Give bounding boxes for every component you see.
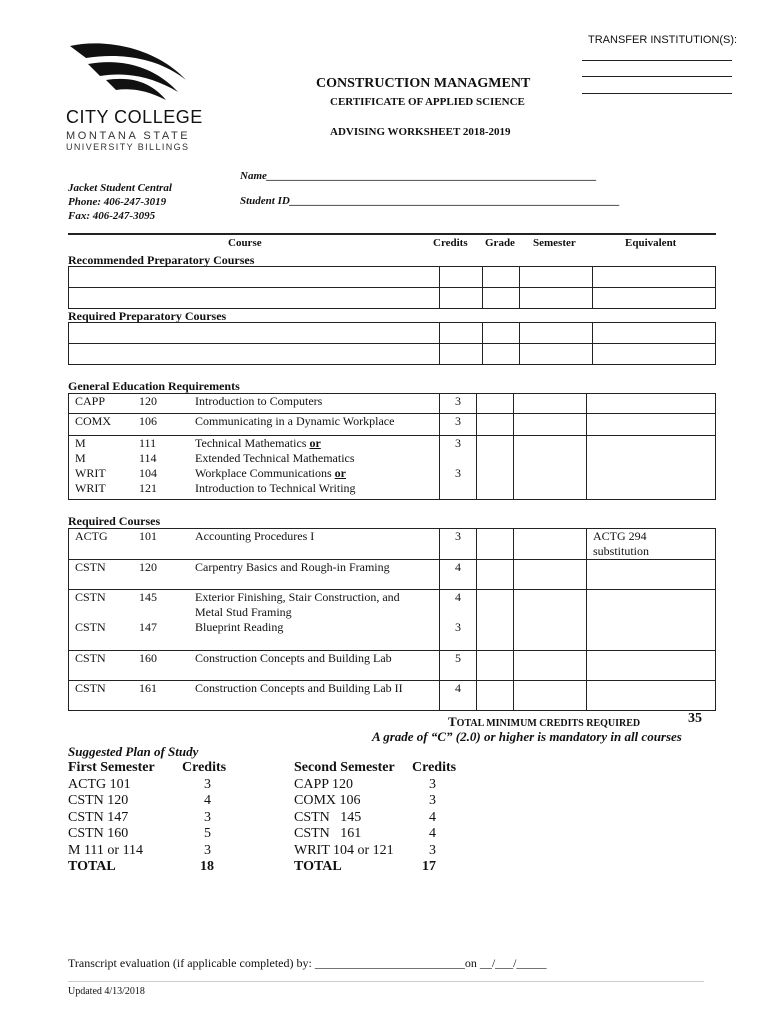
course-number: 147: [139, 620, 157, 634]
transfer-line-3[interactable]: [582, 93, 732, 94]
header-rule: [68, 233, 716, 235]
worksheet-title: ADVISING WORKSHEET 2018-2019: [330, 126, 511, 138]
plan-course: WRIT 104 or 121: [294, 842, 394, 858]
grade-cell[interactable]: [477, 560, 514, 590]
plan-row: [294, 826, 474, 843]
plan-row: [68, 826, 248, 843]
plan-course: CSTN 145: [294, 809, 362, 825]
plan-course: COMX 106: [294, 793, 361, 808]
course-title: Introduction to Computers: [195, 394, 323, 408]
equivalent-cell[interactable]: [587, 394, 716, 414]
plan-course: CSTN 120: [68, 793, 129, 808]
plan-course: CAPP 120: [294, 776, 354, 792]
plan-credits: 3: [204, 809, 211, 825]
total-label: OTAL MINIMUM CREDITS REQUIRED: [456, 718, 641, 729]
page-subtitle: CERTIFICATE OF APPLIED SCIENCE: [330, 96, 525, 108]
plan-credits: 3: [429, 842, 436, 858]
plan-row: [68, 810, 248, 827]
section-recommended-prep: Recommended Preparatory Courses: [68, 253, 255, 267]
equivalent-cell[interactable]: [587, 590, 716, 651]
transcript-evaluation[interactable]: Transcript evaluation (if applicable completed) by: _________________________on __/___/_____: [68, 956, 547, 970]
table-row[interactable]: [69, 323, 716, 344]
plan-credits: 3: [204, 842, 211, 858]
col-equivalent: Equivalent: [625, 237, 677, 249]
student-id-blank: ____________________________________________________________: [289, 195, 620, 207]
plan-course: M 111 or 114: [68, 842, 144, 858]
plan-total: 18: [200, 859, 214, 874]
table-row[interactable]: [69, 288, 716, 309]
equivalent-cell[interactable]: [587, 681, 716, 711]
plan-title: Suggested Plan of Study: [68, 744, 199, 759]
plan-credits: 4: [429, 809, 436, 825]
course-number: 160: [139, 651, 157, 665]
course-title: Workplace Communications: [195, 466, 335, 480]
course-title: Construction Concepts and Building Lab II: [195, 681, 403, 695]
course-number: 101: [139, 529, 157, 543]
course-credits: 3: [455, 436, 461, 450]
required-courses-table: [68, 528, 716, 711]
course-title: [195, 590, 400, 620]
section-required-prep: Required Preparatory Courses: [68, 309, 227, 323]
first-semester-header: First Semester: [68, 760, 155, 775]
transfer-label: TRANSFER INSTITUTION(S):: [588, 34, 738, 46]
student-id-field[interactable]: [240, 195, 620, 207]
plan-total-row: [294, 859, 474, 876]
course-title: Blueprint Reading: [195, 620, 284, 634]
course-number: 120: [139, 560, 157, 574]
table-row[interactable]: [69, 344, 716, 365]
contact-name: Jacket Student Central: [68, 182, 172, 194]
course-credits: 4: [440, 560, 477, 590]
plan-row: [68, 793, 248, 810]
course-credits: 5: [440, 651, 477, 681]
section-required-courses: Required Courses: [68, 514, 161, 528]
or-label: or: [309, 436, 321, 450]
course-number: 120: [139, 394, 157, 408]
plan-course: CSTN 160: [68, 826, 129, 841]
course-number: 106: [139, 414, 157, 428]
course-prefix: CSTN: [75, 590, 106, 604]
table-row: [69, 560, 716, 590]
grade-cell[interactable]: [477, 436, 514, 500]
course-number: 104: [139, 466, 157, 480]
col-credits: Credits: [433, 237, 468, 249]
page-title: CONSTRUCTION MANAGMENT: [316, 76, 531, 91]
table-row: [69, 414, 716, 436]
course-prefix: CSTN: [75, 620, 106, 634]
plan-row: [294, 810, 474, 827]
plan-credits: 3: [429, 776, 436, 792]
required-prep-table: [68, 322, 716, 365]
contact-fax: Fax: 406-247-3095: [68, 210, 156, 222]
table-row: [69, 436, 716, 500]
equivalent-cell[interactable]: [587, 560, 716, 590]
contact-phone: Phone: 406-247-3019: [68, 196, 167, 208]
course-title-line: Exterior Finishing, Stair Construction, and: [195, 590, 400, 604]
logo-line-3: UNIVERSITY BILLINGS: [66, 142, 190, 152]
course-number: 114: [139, 451, 157, 465]
col-grade: Grade: [485, 237, 515, 249]
college-logo: [66, 40, 206, 150]
name-blank: ____________________________________________________________: [266, 170, 597, 182]
logo-line-2: MONTANA STATE: [66, 130, 191, 142]
transfer-line-1[interactable]: [582, 60, 732, 61]
course-prefix: CAPP: [75, 394, 106, 408]
course-prefix: WRIT: [75, 466, 106, 480]
plan-row: [68, 843, 248, 860]
col-semester: Semester: [533, 237, 576, 249]
table-row[interactable]: [69, 267, 716, 288]
equivalent-cell[interactable]: [587, 414, 716, 436]
footer-divider: [68, 981, 704, 982]
plan-credits: 4: [204, 793, 211, 808]
contact-block: [68, 181, 172, 223]
semester-cell[interactable]: [514, 560, 587, 590]
course-title-col: [195, 436, 356, 496]
course-title: Extended Technical Mathematics: [195, 451, 355, 465]
plan-course: ACTG 101: [68, 776, 131, 792]
grade-cell[interactable]: [477, 590, 514, 651]
course-number: 111: [139, 436, 157, 450]
course-credits: 3: [455, 466, 461, 480]
equivalent-text: ACTG 294: [593, 529, 647, 543]
course-credits: 3: [455, 620, 461, 634]
plan-row: [68, 777, 248, 794]
course-prefix: CSTN: [75, 560, 106, 574]
semester-cell[interactable]: [514, 414, 587, 436]
course-prefix: CSTN: [75, 681, 106, 695]
course-title: Technical Mathematics: [195, 436, 310, 450]
gen-ed-table: [68, 393, 716, 500]
grade-cell[interactable]: [477, 414, 514, 436]
semester-cell[interactable]: [514, 529, 587, 560]
grade-requirement-note: A grade of “C” (2.0) or higher is mandatory in all courses: [372, 729, 682, 744]
course-title: Introduction to Technical Writing: [195, 481, 356, 495]
course-prefix: ACTG: [75, 529, 108, 543]
course-title: Communicating in a Dynamic Workplace: [195, 414, 395, 428]
semester-cell[interactable]: [514, 394, 587, 414]
transfer-line-2[interactable]: [582, 76, 732, 77]
plan-total: 17: [422, 859, 436, 874]
course-prefix-col: [75, 436, 139, 496]
logo-line-1: CITY COLLEGE: [66, 107, 203, 127]
course-title: Carpentry Basics and Rough-in Framing: [195, 560, 390, 574]
course-prefix: M: [75, 436, 86, 450]
course-prefix: M: [75, 451, 86, 465]
plan-credits: 3: [429, 793, 436, 808]
equivalent-cell[interactable]: [587, 529, 716, 560]
table-row: [69, 529, 716, 560]
plan-credits: 5: [204, 826, 211, 841]
section-gen-ed: General Education Requirements: [68, 379, 240, 393]
course-prefix: COMX: [75, 414, 112, 428]
equivalent-cell[interactable]: [587, 651, 716, 681]
grade-cell[interactable]: [477, 529, 514, 560]
first-semester-block: [68, 760, 248, 876]
plan-row: [294, 777, 474, 794]
or-label: or: [334, 466, 346, 480]
plan-credits: 4: [429, 826, 436, 841]
equivalent-text: substitution: [593, 544, 650, 558]
course-credits: 3: [440, 394, 477, 414]
course-title: Construction Concepts and Building Lab: [195, 651, 392, 665]
total-min-credits-value: 35: [688, 711, 702, 726]
grade-cell[interactable]: [477, 394, 514, 414]
course-credits: 4: [440, 681, 477, 711]
grade-cell[interactable]: [477, 681, 514, 711]
course-credits: 3: [440, 414, 477, 436]
plan-course: CSTN 161: [294, 826, 362, 841]
recommended-prep-table: [68, 266, 716, 309]
semester-cell[interactable]: [514, 681, 587, 711]
course-credits: 4: [455, 590, 461, 604]
course-number: 161: [139, 681, 157, 695]
plan-row: [294, 793, 474, 810]
course-credits: 3: [440, 529, 477, 560]
plan-course: CSTN 147: [68, 809, 129, 825]
course-title-line: Metal Stud Framing: [195, 605, 292, 619]
table-row: [69, 651, 716, 681]
semester-cell[interactable]: [514, 651, 587, 681]
name-label: Name: [240, 170, 267, 182]
total-label-initial: T: [448, 714, 457, 729]
logo-swoosh-icon: [66, 40, 196, 102]
plan-row: [294, 843, 474, 860]
course-prefix: CSTN: [75, 651, 106, 665]
course-number: 121: [139, 481, 157, 495]
plan-total-label: TOTAL: [294, 859, 342, 874]
table-row: [69, 590, 716, 651]
semester-cell[interactable]: [514, 436, 587, 500]
updated-date: Updated 4/13/2018: [68, 986, 145, 997]
col-course: Course: [228, 237, 262, 249]
student-id-label: Student ID: [240, 195, 290, 207]
equivalent-cell[interactable]: [587, 436, 716, 500]
plan-credits: 3: [204, 776, 211, 792]
course-title: Accounting Procedures I: [195, 529, 315, 543]
credits-header: Credits: [412, 760, 457, 775]
table-row: [69, 394, 716, 414]
grade-cell[interactable]: [477, 651, 514, 681]
plan-total-row: [68, 859, 248, 876]
course-number-col: [139, 436, 195, 496]
name-field[interactable]: [240, 170, 597, 182]
credits-header: Credits: [182, 760, 227, 775]
course-prefix: WRIT: [75, 481, 106, 495]
table-row: [69, 681, 716, 711]
second-semester-block: [294, 760, 474, 876]
semester-cell[interactable]: [514, 590, 587, 651]
plan-total-label: TOTAL: [68, 859, 116, 874]
course-number: 145: [139, 590, 157, 604]
second-semester-header: Second Semester: [294, 760, 395, 775]
